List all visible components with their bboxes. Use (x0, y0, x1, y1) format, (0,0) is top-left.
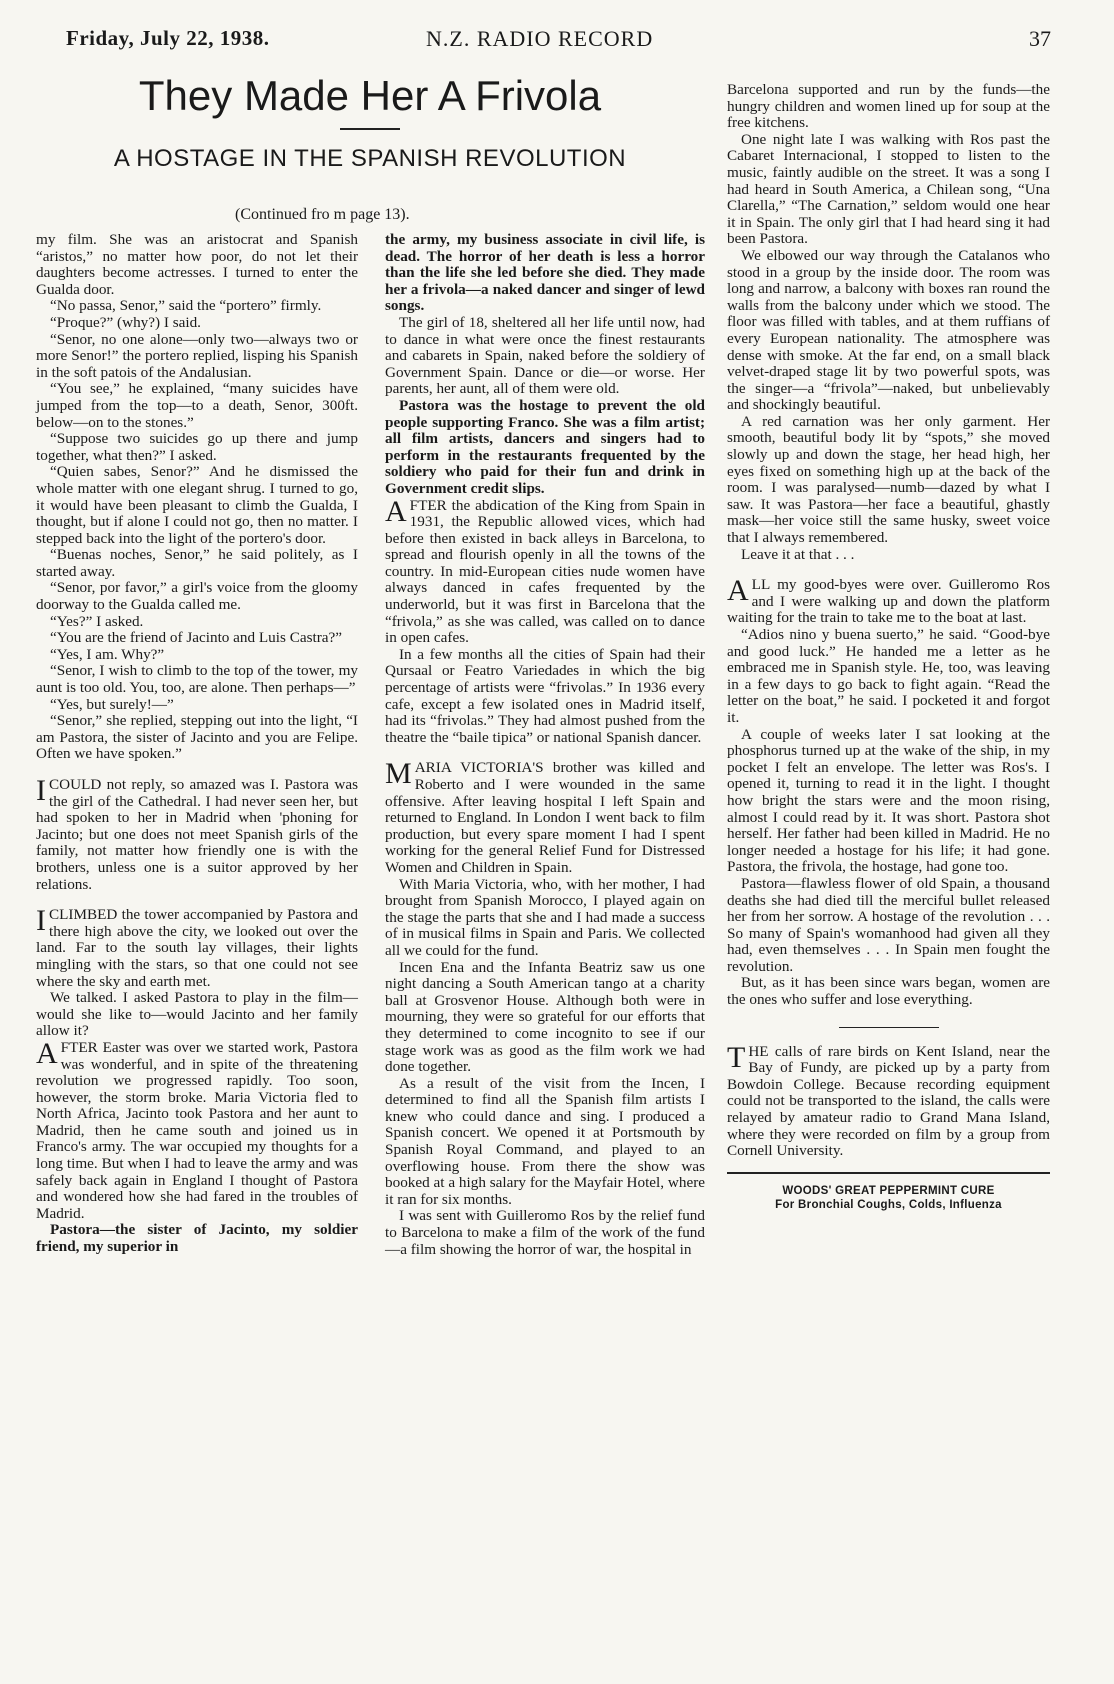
paragraph: “Suppose two suicides go up there and jump together, what then?” I asked. (36, 430, 358, 464)
paragraph: I was sent with Guilleromo Ros by the relief fund to Barcelona to make a film of the work of the fund—a film showing the horror of war, the hospital in (385, 1207, 705, 1258)
paragraph: “Yes?” I asked. (50, 612, 144, 630)
paragraph: A red carnation was her only garment. Her smooth, beautiful body lit by “spots,” she moved slowly up and down the stage, her head high, her eyes fixed on something high up at the back of the room. I was paralysed—numb—dazed by what I saw. It was Pastora—her face a beautiful, ghastly mask—her voice still the same husky, sweet voice that I always remembered. (727, 412, 1050, 547)
paragraph: In a few months all the cities of Spain had their Qursaal or Featro Variedades in which the big percentage of artists were “frivolas.” In 1936 every cafe, except a few isolated ones in Madrid itself, had its “frivolas.” They had almost pushed from the theatre the “baile tipica” or national Spanish dancer. (385, 645, 705, 746)
paragraph: AFTER the abdication of the King from Spain in 1931, the Republic allowed vices, which had before then existed in back alleys in Barcelona, to spread and flourish openly in all the towns of the country. In mid-European cities nude women have always danced in cafes frequented by the underworld, but it was first in Barcelona that the “frivola,” as she was called, was called on to dance in open cafes. (385, 494, 705, 647)
ad-tagline: For Bronchial Coughs, Colds, Influenza (775, 1198, 1002, 1211)
drop-cap: M (385, 757, 412, 791)
paragraph: Pastora—flawless flower of old Spain, a thousand deaths she had died till the merciful bullet released her from her sorrow. A hostage of the revolution . . . So many of Spain's womanhood had given all they had, even themselves . . . In Spain men fought the revolution. (727, 874, 1050, 975)
paragraph: A couple of weeks later I sat looking at the phosphorus turned up at the wake of the ship, in my pocket I felt an envelope. The letter was Ros's. I opened it, turning to read it in the light. I thought how bright the stars were and the moon rising, almost I could read by it. It was short. Pastora shot herself. Her father had been killed in Madrid. He no longer needed a hostage for his life; it had gone. Pastora, the frivola, the hostage, had gone too. (727, 725, 1050, 876)
title-divider (340, 128, 400, 130)
paragraph: “Senor, por favor,” a girl's voice from the gloomy doorway to the Gualda called me. (36, 579, 358, 614)
paragraph: “Adios nino y buena suerto,” he said. “Good-bye and good luck.” He handed me a letter as he embraced me in Spanish style. He, too, was leaving in a few days to go back to fight again. “Read the letter on the boat,” he said. I pocketed it and forgot it. (727, 626, 1050, 726)
paragraph: “Yes, but surely!—” (50, 695, 174, 713)
paragraph: But, as it has been since wars began, women are the ones who suffer and lose everything. (727, 974, 1050, 1009)
page-number: 37 (1029, 26, 1051, 51)
paragraph: “Buenas noches, Senor,” he said politely, as I started away. (36, 546, 358, 580)
paragraph: As a result of the visit from the Incen, I determined to find all the Spanish film artists I knew who could dance and sing. I produced a Spanish concert. We opened it at Portsmouth by Spanish Royal Command, and played to an overflowing house. From there the show was booked at a high salary for the Mayfair Hotel, where it ran for six months. (385, 1074, 705, 1208)
drop-cap: I (36, 904, 46, 938)
page-header (66, 26, 1051, 56)
paragraph: “Senor,” she replied, stepping out into the light, “I am Pastora, the sister of Jacinto and you are Felipe. Often we have spoken.” (36, 712, 358, 763)
news-brief: THE calls of rare birds on Kent Island, near the Bay of Fundy, are picked up by a party from Bowdoin College. Because recording equipment could not be transported to the island, the calls were relayed by amateur radio to Grand Mana Island, where they were recorded on film by a group from Cornell University. (727, 1040, 1050, 1160)
drop-cap: A (385, 494, 407, 528)
ad-headline: WOODS' GREAT PEPPERMINT CURE (782, 1184, 995, 1197)
paragraph: ICOULD not reply, so amazed was I. Pastora was the girl of the Cathedral. I had never seen her, but had spoken to her in Madrid when 'phoning for Jacinto; but one does not meet Spanish girls of the family, not matter how friendly one is with the brothers, unless one is a suitor approved by her relations. (36, 774, 358, 893)
paragraph: We talked. I asked Pastora to play in the film—would she like to—would Jacinto and her family allow it? (36, 989, 358, 1040)
paragraph: With Maria Victoria, who, with her mother, I had brought from Spanish Morocco, I played again on the stage the parts that she and I had made a success of in musical films in Spain and Paris. We collected all we could for the fund. (385, 875, 705, 959)
paragraph: “Quien sabes, Senor?” And he dismissed the whole matter with one elegant shrug. I turned to go, it would have been pleasant to climb the Gualda, I thought, but if alone I could not go, then no matter. I stepped back into the light of the portero's door. (36, 463, 358, 547)
drop-cap: T (727, 1040, 746, 1074)
paragraph: the army, my business associate in civil life, is dead. The horror of her death is less a horror than the life she led before she died. They made her a frivola—a naked dancer and singer of lewd songs. (385, 231, 705, 315)
paragraph: “Proque?” (why?) I said. (50, 313, 201, 331)
paragraph: “You see,” he explained, “many suicides have jumped from the top—to a death, Senor, 300ft. below—on to the stones.” (36, 380, 358, 431)
article-column-3 (727, 82, 1050, 1212)
paragraph: The girl of 18, sheltered all her life until now, had to dance in what were once the finest restaurants and cabarets in Spain, naked before the soldiery of Government Spain. Dance or die—or worse. Her parents, her aunt, all of them were old. (385, 313, 705, 398)
section-divider (839, 1027, 939, 1028)
paragraph: “Yes, I am. Why?” (50, 645, 165, 663)
paragraph: ALL my good-byes were over. Guilleromo Ros and I were walking up and down the platform waiting for the train to take me to the boat at last. (727, 574, 1050, 627)
paragraph: “Senor, no one alone—only two—always two or more Senor!” the portero replied, lisping his Spanish in the soft patois of the Andalusian. (36, 330, 358, 381)
article-column-2 (385, 232, 705, 1258)
paragraph: “You are the friend of Jacinto and Luis Castra?” (50, 629, 342, 647)
advertisement-divider (727, 1172, 1050, 1174)
paragraph: Leave it at that . . . (741, 545, 855, 563)
article-column-1 (36, 232, 358, 1256)
paragraph: “Senor, I wish to climb to the top of the tower, my aunt is too old. You, too, are alone. Then perhaps—” (36, 662, 358, 697)
advertisement (727, 1184, 1050, 1212)
paragraph: Barcelona supported and run by the funds—the hungry children and women lined up for soup at the free kitchens. (727, 81, 1050, 132)
paragraph: Pastora was the hostage to prevent the old people supporting Franco. She was a film artist; all film artists, dancers and singers had to perform in the restaurants frequented by the soldiery who paid for their fun and drink in Government credit slips. (385, 396, 705, 497)
continued-note: (Continued fro m page 13). (235, 206, 410, 223)
paragraph: One night late I was walking with Ros past the Cabaret Internacional, I stopped to listen to the music, faintly audible on the street. It was a song I had heard in South America, a Chilean song, “Una Clarella,” “The Carnation,” seldom would one hear it in Spain. The only girl that I had heard sing it had been Pastora. (727, 130, 1050, 248)
drop-cap: A (727, 574, 749, 608)
paragraph: my film. She was an aristocrat and Spanish “aristos,” no matter how poor, do not let their daughters become actresses. I turned to enter the Gualda door. (36, 231, 358, 298)
article-title: They Made Her A Frivola (138, 72, 602, 119)
paragraph: “No passa, Senor,” said the “portero” firmly. (50, 297, 322, 315)
drop-cap: I (36, 774, 46, 807)
paragraph: Pastora—the sister of Jacinto, my soldier friend, my superior in (36, 1221, 358, 1256)
paragraph: Incen Ena and the Infanta Beatriz saw us one night dancing a South American tango at a charity ball at Grosvenor House. Although both were in mourning, they were so grateful for our efforts that they determined to come incognito to see if our stage work was as good as the film work we had done together. (385, 958, 705, 1076)
publication-name: N.Z. RADIO RECORD (426, 26, 654, 51)
paragraph: ICLIMBED the tower accompanied by Pastora and there high above the city, we looked out over the land. Far to the south lay villages, their lights mingling with the stars, so that one could not see where the sky and earth met. (36, 904, 358, 990)
paragraph: AFTER Easter was over we started work, Pastora was wonderful, and in spite of the threatening revolution we progressed rapidly. Too soon, however, the storm broke. Maria Victoria fled to North Africa, Jacinto took Pastora and her aunt to Madrid, then he came south and joined us in Franco's army. The war occupied my thoughts for a long time. But when I had to leave the army and was safely back again in England I thought of Pastora and wondered how she had fared in the troubles of Madrid. (36, 1036, 358, 1222)
drop-cap: A (36, 1036, 58, 1070)
article-subtitle: A HOSTAGE IN THE SPANISH REVOLUTION (113, 145, 627, 172)
paragraph: We elbowed our way through the Catalanos who stood in a group by the inside door. The room was long and narrow, a balcony with boxes ran round the walls from the balcony under which we stood. The floor was filled with tables, and at them ruffians of every European nationality. The atmosphere was dense with smoke. At the far end, on a small black velvet-draped stage lit by two powerful spots, was the singer—a “frivola”—naked, but unbelievably and shockingly beautiful. (727, 246, 1050, 414)
paragraph: MARIA VICTORIA'S brother was killed and Roberto and I were wounded in the same offensive. After leaving hospital I left Spain and returned to England. In London I went back to film production, but every spare moment I had I spent working for the general Relief Fund for Distressed Women and Children in Spain. (385, 757, 705, 876)
issue-date: Friday, July 22, 1938. (66, 26, 270, 50)
